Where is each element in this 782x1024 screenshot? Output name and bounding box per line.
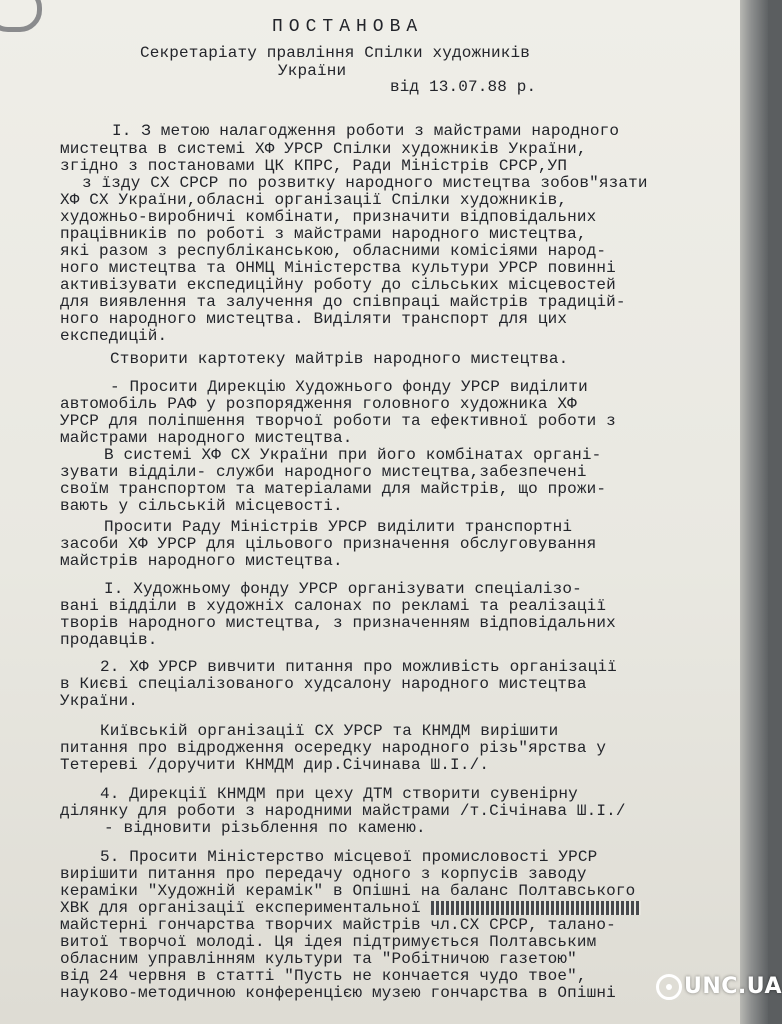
- watermark-text: UNC.UA: [684, 974, 782, 999]
- text-line: в Києві спеціалізованого худсалону народного мистецтва: [60, 675, 587, 693]
- text-line: зувати відділи- служби народного мистецтва,забезпечені: [60, 463, 587, 481]
- document-date: від 13.07.88 р.: [390, 78, 537, 96]
- text-line: науково-методичною конференцією музею гончарства в Опішні: [60, 984, 616, 1002]
- text-line: майстерні гончарства творчих майстрів чл.СХ СРСР, талано-: [60, 916, 616, 934]
- text-line: 4. Дирекції КНМДМ при цеху ДТМ створити сувенірну: [100, 785, 578, 803]
- text-line: автомобіль РАФ у розпорядження головного художника ХФ: [60, 395, 577, 413]
- text-line: - Просити Дирекцію Художнього фонду УРСР виділити: [110, 378, 588, 396]
- text-line: ного мистецтва та ОНМЦ Міністерства культури УРСР повинні: [60, 259, 616, 277]
- text-line: Тетереві /доручити КНМДМ дир.Січинава Ш.І./.: [60, 756, 490, 774]
- text-line: питання про відродження осередку народного різь"ярства у: [60, 739, 607, 757]
- text-line: майстрів народного мистецтва.: [60, 552, 343, 570]
- text-line: кераміки "Художній керамік" в Опішні на баланс Полтавського: [60, 882, 636, 900]
- text-line: В системі ХФ СХ України при його комбінатах органі-: [104, 446, 602, 464]
- text-line: 5. Просити Міністерство місцевої промисловості УРСР: [100, 848, 598, 866]
- watermark: [656, 968, 782, 1012]
- text-line: вані відділи в художніх салонах по рекламі та реалізації: [60, 597, 607, 615]
- text-line: майстрами народного мистецтва.: [60, 429, 353, 447]
- text-line: обласним управлінням культури та "Робітничою газетою": [60, 950, 577, 968]
- text-line: Просити Раду Міністрів УРСР виділити транспортні: [104, 518, 573, 536]
- text-line: які разом з республіканською, обласними комісіями народ-: [60, 242, 607, 260]
- text-line: вирішити питання про передачу одного з корпусів заводу: [60, 865, 587, 883]
- text-line: мистецтва в системі ХФ УРСР Спілки художників України,: [60, 140, 587, 158]
- text-line: [60, 899, 641, 917]
- text-line: Створити картотеку майтрів народного мистецтва.: [110, 350, 569, 368]
- text-line: І. З метою налагодження роботи з майстрами народного: [112, 122, 620, 140]
- text-line: витої творчої молоді. Ця ідея підтримується Полтавським: [60, 933, 597, 951]
- text-line: ного народного мистецтва. Виділяти транспорт для цих: [60, 310, 568, 328]
- text-line-content: ХВК для організації експериментальної: [60, 899, 421, 917]
- text-line: вають у сільській місцевості.: [60, 497, 343, 515]
- text-line: УРСР для поліпшення творчої роботи та ефективної роботи з: [60, 412, 616, 430]
- text-line: засоби ХФ УРСР для цільового призначення обслуговування: [60, 535, 597, 553]
- document-title: ПОСТАНОВА: [272, 17, 424, 37]
- paper-clip-icon: [0, 0, 42, 32]
- text-line: 2. ХФ УРСР вивчити питання про можливість організації: [100, 658, 617, 676]
- text-line: ХФ СХ України,обласні організації Спілки художників,: [60, 191, 568, 209]
- text-line: України.: [60, 692, 139, 710]
- text-line: від 24 червня в статті "Пусть не кончается чудо твое",: [60, 967, 587, 985]
- text-line: працівників по роботі з майстрами народного мистецтва,: [60, 225, 587, 243]
- text-line: згідно з постановами ЦК КПРС, Ради Міністрів СРСР,УП: [60, 157, 568, 175]
- text-line: Київській організації СХ УРСР та КНМДМ вирішити: [100, 722, 559, 740]
- text-line: своїм транспортом та матеріалами для майстрів, що прожи-: [60, 480, 607, 498]
- text-line: ділянку для роботи з народними майстрами /т.Січінава Ш.І./: [60, 802, 626, 820]
- text-line: активізувати експедиційну роботу до сільських місцевостей: [60, 276, 616, 294]
- struck-out-text: [431, 901, 641, 915]
- page-edge-shadow: [740, 0, 768, 1024]
- text-line: для виявлення та залучення до співпраці майстрів традицій-: [60, 293, 626, 311]
- text-line: з їзду СХ СРСР по розвитку народного мистецтва зобов"язати: [82, 174, 648, 192]
- text-line: експедицій.: [60, 327, 168, 345]
- text-line: творів народного мистецтва, з призначенням відповідальних: [60, 614, 616, 632]
- text-line: продавців.: [60, 631, 158, 649]
- text-line: художньо-виробничі комбінати, призначити відповідальних: [60, 208, 597, 226]
- text-line: І. Художньому фонду УРСР організувати спеціалізо-: [104, 580, 582, 598]
- watermark-logo-icon: [656, 974, 682, 1000]
- text-line: - відновити різьблення по каменю.: [104, 819, 426, 837]
- document-subtitle: Секретаріату правління Спілки художників: [140, 44, 531, 62]
- document-subtitle-country: України: [278, 62, 347, 80]
